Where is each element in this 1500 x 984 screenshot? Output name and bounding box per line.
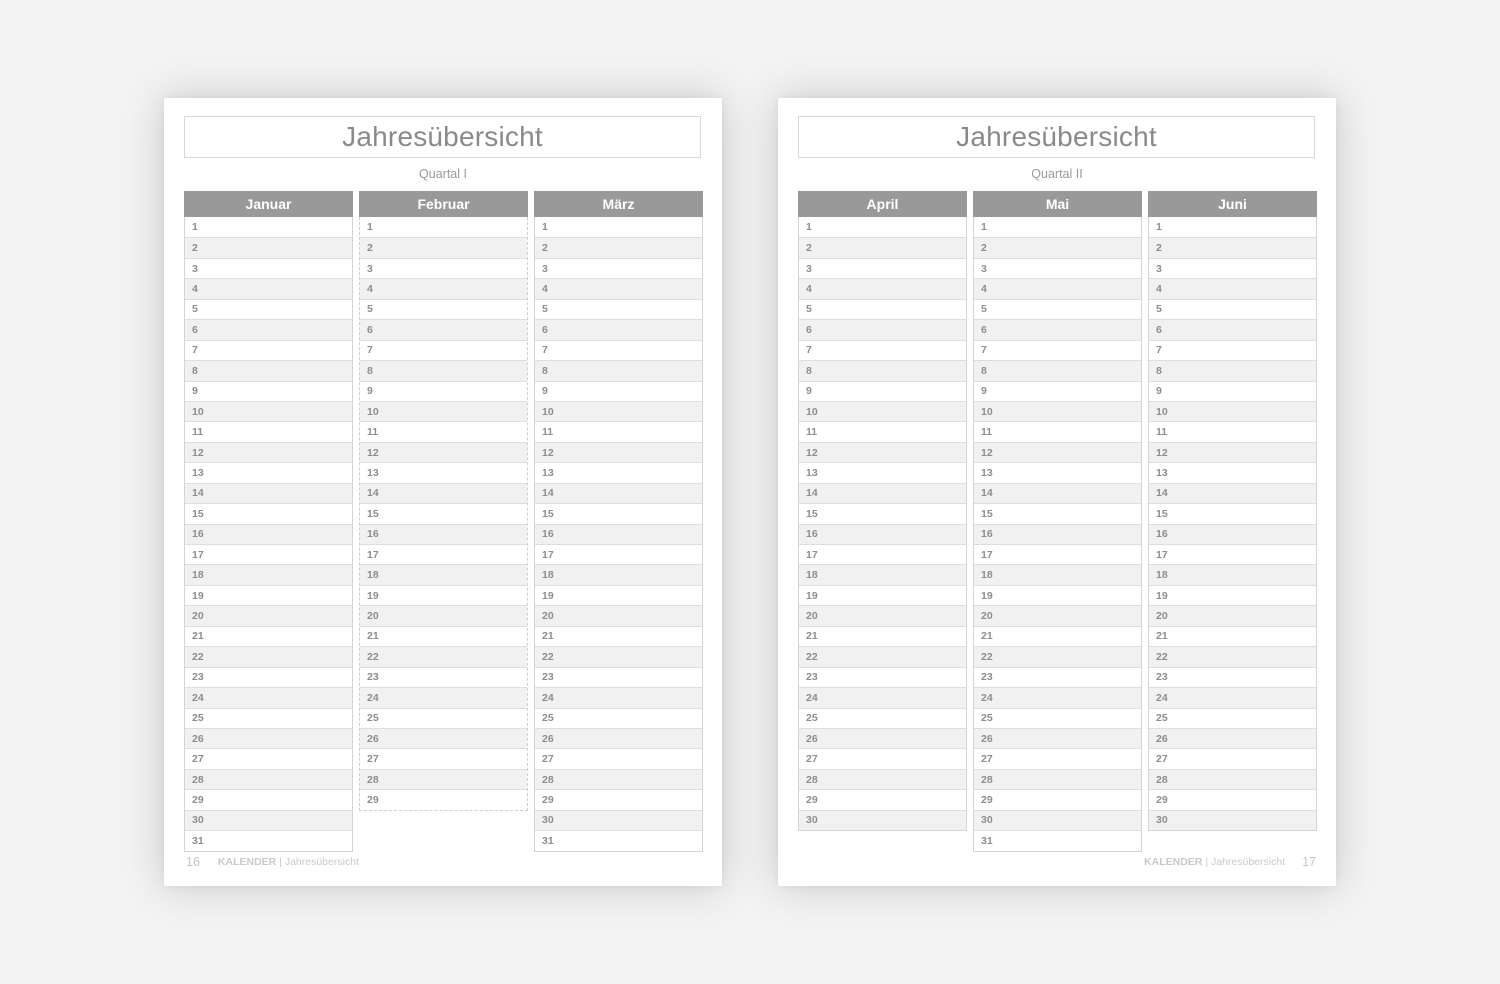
day-row: 8: [535, 360, 702, 380]
day-row: 14: [799, 483, 966, 503]
day-row: 16: [535, 524, 702, 544]
day-list: [1148, 217, 1317, 831]
day-row: 23: [360, 667, 527, 687]
day-row: 12: [799, 442, 966, 462]
month-header: Juni: [1148, 191, 1317, 217]
quarter-subtitle: Quartal II: [1031, 167, 1083, 181]
calendar-page-q1: [164, 98, 722, 886]
day-row: 17: [360, 544, 527, 564]
month-header: Februar: [359, 191, 528, 217]
day-row: 14: [185, 483, 352, 503]
day-row: 16: [360, 524, 527, 544]
day-row: 4: [535, 278, 702, 298]
day-row: 6: [1149, 319, 1316, 339]
day-row: 27: [185, 748, 352, 768]
day-row: 4: [974, 278, 1141, 298]
day-row: 20: [1149, 605, 1316, 625]
day-row: 10: [799, 401, 966, 421]
page-title: Jahresübersicht: [184, 116, 701, 158]
day-row: 1: [1156, 221, 1162, 234]
day-row: 22: [974, 646, 1141, 666]
day-row: 28: [1149, 769, 1316, 789]
day-row: 22: [360, 646, 527, 666]
month-header: April: [798, 191, 967, 217]
day-row: 21: [799, 626, 966, 646]
day-row: 14: [1149, 483, 1316, 503]
day-row: 16: [185, 524, 352, 544]
day-row: 11: [799, 421, 966, 441]
day-row: 17: [535, 544, 702, 564]
day-row: 29: [360, 789, 527, 809]
day-row: 11: [360, 421, 527, 441]
day-row: 3: [974, 258, 1141, 278]
page-number: 17: [1302, 855, 1316, 869]
day-row: 24: [799, 687, 966, 707]
day-row: 11: [185, 421, 352, 441]
day-row: 27: [799, 748, 966, 768]
day-row: 15: [535, 503, 702, 523]
day-row: 21: [185, 626, 352, 646]
day-row: 21: [1149, 626, 1316, 646]
day-row: 8: [974, 360, 1141, 380]
day-row: 27: [360, 748, 527, 768]
day-row: 17: [974, 544, 1141, 564]
day-row: 8: [1149, 360, 1316, 380]
day-row: 10: [185, 401, 352, 421]
day-row: 25: [185, 708, 352, 728]
day-row: 9: [1149, 381, 1316, 401]
month-header: Mai: [973, 191, 1142, 217]
day-row: 15: [360, 503, 527, 523]
day-row: 22: [535, 646, 702, 666]
day-row: 12: [1149, 442, 1316, 462]
day-row: 3: [799, 258, 966, 278]
day-row: 27: [535, 748, 702, 768]
day-row: 28: [360, 769, 527, 789]
day-row: 10: [974, 401, 1141, 421]
day-row: 26: [799, 728, 966, 748]
day-row: 10: [360, 401, 527, 421]
day-row: 5: [799, 299, 966, 319]
day-row: 5: [360, 299, 527, 319]
day-row: 25: [360, 708, 527, 728]
day-row: 25: [799, 708, 966, 728]
day-row: 5: [535, 299, 702, 319]
day-row: 15: [185, 503, 352, 523]
day-row: 28: [799, 769, 966, 789]
day-row: 21: [360, 626, 527, 646]
day-row: 1: [806, 221, 812, 234]
day-row: 24: [535, 687, 702, 707]
day-row: 20: [535, 605, 702, 625]
day-row: 30: [974, 810, 1141, 830]
day-row: 26: [185, 728, 352, 748]
page-title: Jahresübersicht: [798, 116, 1315, 158]
day-row: 30: [799, 810, 966, 830]
page-footer: [186, 855, 359, 869]
footer-separator: |: [1205, 856, 1209, 868]
day-row: 9: [974, 381, 1141, 401]
footer-brand: KALENDER: [1144, 856, 1203, 868]
day-row: 18: [535, 564, 702, 584]
day-row: 26: [1149, 728, 1316, 748]
day-row: 24: [974, 687, 1141, 707]
day-row: 9: [185, 381, 352, 401]
day-row: 5: [974, 299, 1141, 319]
day-row: 3: [1149, 258, 1316, 278]
day-row: 12: [535, 442, 702, 462]
day-row: 14: [974, 483, 1141, 503]
day-list: [798, 217, 967, 831]
day-row: 29: [535, 789, 702, 809]
day-row: 7: [1149, 340, 1316, 360]
day-row: 10: [1149, 401, 1316, 421]
day-row: 29: [185, 789, 352, 809]
day-row: 14: [535, 483, 702, 503]
day-row: 29: [799, 789, 966, 809]
day-row: 24: [1149, 687, 1316, 707]
day-row: 4: [185, 278, 352, 298]
day-row: 4: [360, 278, 527, 298]
day-row: 1: [542, 221, 548, 234]
day-row: 26: [360, 728, 527, 748]
quarter-subtitle: Quartal I: [419, 167, 467, 181]
footer-brand: KALENDER: [217, 856, 277, 868]
day-row: 7: [535, 340, 702, 360]
day-row: 20: [185, 605, 352, 625]
day-row: 22: [799, 646, 966, 666]
day-row: 19: [799, 585, 966, 605]
month-column-february: [359, 191, 528, 811]
footer-section: Jahresübersicht: [1210, 856, 1286, 868]
day-row: 21: [974, 626, 1141, 646]
day-row: 25: [974, 708, 1141, 728]
day-row: 9: [535, 381, 702, 401]
day-row: 11: [535, 421, 702, 441]
month-column-april: [798, 191, 967, 831]
day-row: 6: [360, 319, 527, 339]
day-row: 31: [535, 830, 702, 850]
day-list: [184, 217, 353, 852]
day-row: 1: [192, 221, 198, 234]
day-row: 5: [185, 299, 352, 319]
month-header: Januar: [184, 191, 353, 217]
day-row: 31: [185, 830, 352, 850]
day-row: 3: [360, 258, 527, 278]
day-row: 2: [185, 237, 352, 257]
month-header: März: [534, 191, 703, 217]
day-row: 29: [974, 789, 1141, 809]
day-row: 23: [799, 667, 966, 687]
day-row: 18: [974, 564, 1141, 584]
day-row: 6: [535, 319, 702, 339]
day-row: 2: [974, 237, 1141, 257]
day-row: 13: [1149, 462, 1316, 482]
day-row: 7: [360, 340, 527, 360]
day-list: [534, 217, 703, 852]
day-row: 24: [360, 687, 527, 707]
day-row: 18: [185, 564, 352, 584]
day-row: 13: [185, 462, 352, 482]
day-row: 29: [1149, 789, 1316, 809]
day-row: 31: [974, 830, 1141, 850]
day-row: 9: [799, 381, 966, 401]
day-row: 25: [1149, 708, 1316, 728]
day-row: 2: [360, 237, 527, 257]
day-row: 15: [1149, 503, 1316, 523]
day-row: 17: [799, 544, 966, 564]
month-column-june: [1148, 191, 1317, 831]
day-row: 20: [360, 605, 527, 625]
day-row: 25: [535, 708, 702, 728]
day-row: 7: [185, 340, 352, 360]
day-row: 23: [535, 667, 702, 687]
day-row: 16: [1149, 524, 1316, 544]
day-row: 23: [185, 667, 352, 687]
day-row: 18: [360, 564, 527, 584]
day-row: 18: [799, 564, 966, 584]
day-row: 4: [1149, 278, 1316, 298]
day-row: 6: [799, 319, 966, 339]
footer-separator: |: [279, 856, 282, 868]
day-row: 19: [974, 585, 1141, 605]
day-row: 13: [974, 462, 1141, 482]
day-row: 12: [974, 442, 1141, 462]
day-row: 12: [360, 442, 527, 462]
day-row: 17: [185, 544, 352, 564]
day-row: 11: [1149, 421, 1316, 441]
day-row: 1: [367, 221, 373, 234]
day-row: 12: [185, 442, 352, 462]
day-list: [359, 217, 528, 811]
day-row: 17: [1149, 544, 1316, 564]
day-row: 19: [1149, 585, 1316, 605]
footer-section: Jahresübersicht: [284, 856, 359, 868]
day-row: 24: [185, 687, 352, 707]
day-row: 15: [974, 503, 1141, 523]
day-row: 7: [799, 340, 966, 360]
day-row: 14: [360, 483, 527, 503]
day-row: 3: [535, 258, 702, 278]
day-row: 22: [185, 646, 352, 666]
day-row: 13: [535, 462, 702, 482]
day-row: 26: [535, 728, 702, 748]
day-row: 5: [1149, 299, 1316, 319]
day-row: 22: [1149, 646, 1316, 666]
day-row: 16: [974, 524, 1141, 544]
day-row: 4: [799, 278, 966, 298]
calendar-page-q2: [778, 98, 1336, 886]
day-row: 1: [981, 221, 987, 234]
day-row: 8: [799, 360, 966, 380]
day-row: 28: [535, 769, 702, 789]
day-row: 11: [974, 421, 1141, 441]
day-row: 30: [535, 810, 702, 830]
page-number: 16: [186, 855, 200, 869]
day-row: 23: [974, 667, 1141, 687]
day-row: 7: [974, 340, 1141, 360]
day-row: 19: [535, 585, 702, 605]
day-row: 18: [1149, 564, 1316, 584]
page-footer: [1144, 855, 1316, 869]
day-list: [973, 217, 1142, 852]
day-row: 20: [799, 605, 966, 625]
day-row: 30: [185, 810, 352, 830]
day-row: 30: [1149, 810, 1316, 830]
day-row: 6: [185, 319, 352, 339]
day-row: 15: [799, 503, 966, 523]
day-row: 13: [799, 462, 966, 482]
day-row: 8: [185, 360, 352, 380]
day-row: 2: [535, 237, 702, 257]
day-row: 21: [535, 626, 702, 646]
day-row: 19: [185, 585, 352, 605]
day-row: 27: [1149, 748, 1316, 768]
month-column-may: [973, 191, 1142, 852]
day-row: 23: [1149, 667, 1316, 687]
day-row: 27: [974, 748, 1141, 768]
day-row: 6: [974, 319, 1141, 339]
day-row: 13: [360, 462, 527, 482]
day-row: 9: [360, 381, 527, 401]
month-column-march: [534, 191, 703, 852]
day-row: 8: [360, 360, 527, 380]
month-column-january: [184, 191, 353, 852]
day-row: 26: [974, 728, 1141, 748]
day-row: 28: [974, 769, 1141, 789]
day-row: 19: [360, 585, 527, 605]
day-row: 28: [185, 769, 352, 789]
day-row: 2: [1149, 237, 1316, 257]
day-row: 10: [535, 401, 702, 421]
day-row: 16: [799, 524, 966, 544]
day-row: 20: [974, 605, 1141, 625]
day-row: 3: [185, 258, 352, 278]
day-row: 2: [799, 237, 966, 257]
